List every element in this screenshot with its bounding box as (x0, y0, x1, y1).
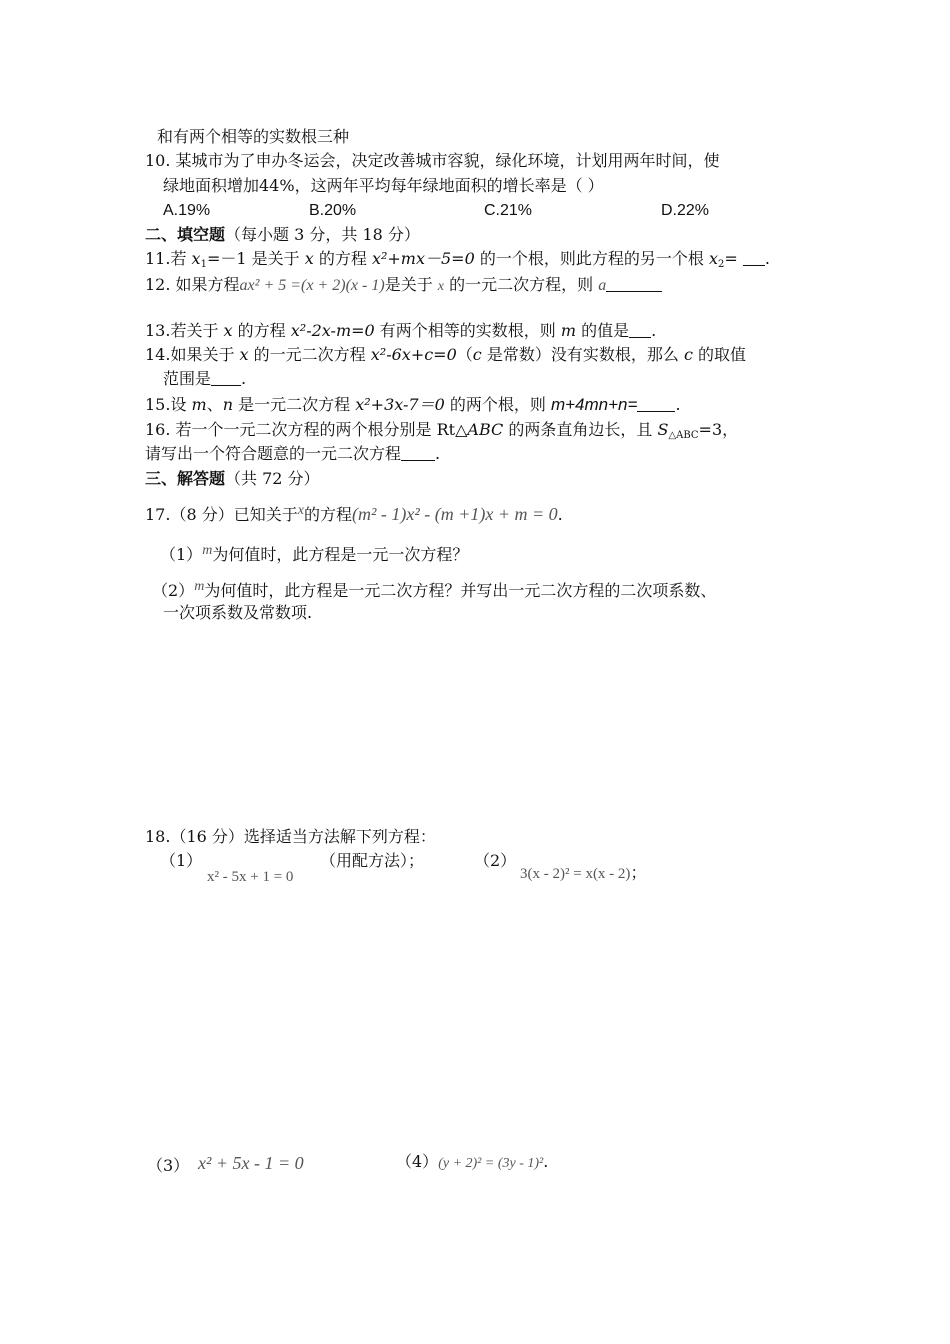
q18-s4-equation: (y + 2)² = (3y - 1)² (438, 1156, 544, 1171)
section3-note: （共 72 分） (225, 469, 320, 488)
q14-text: 范围是 (163, 369, 212, 388)
q18-number: 18. (145, 827, 171, 846)
q17-sub2 (152, 576, 716, 602)
q11: 11.若 $x_1=-1$ 是关于 x 的方程 x²+mx－5=0 的一个根，则此方程的另一个根 $x_2=$ . (145, 249, 770, 270)
q14-text: 的一元二次方程 (248, 345, 371, 364)
q11-sub: 1 (200, 259, 207, 270)
q18-s1-equation: x² - 5x + 1 = 0 (207, 869, 294, 885)
q11-text: 的方程 (313, 249, 372, 268)
q18-s2-equation: 3(x - 2)² = x(x - 2) (520, 866, 631, 882)
q16-var: S (657, 420, 669, 439)
q18-s4 (396, 1151, 548, 1175)
q17-sub1-label: （1） (160, 545, 203, 564)
q12-text: 的一元二次方程，则 (444, 275, 599, 294)
q16-text: 请写出一个符合题意的一元二次方程 (145, 444, 402, 463)
q14-text: 的取值 (692, 345, 746, 364)
q12-answer-blank[interactable] (606, 277, 662, 292)
q17-sub2-text: 为何值时，此方程是一元二次方程？并写出一元二次方程的二次项系数、 (204, 581, 717, 600)
q13-answer-blank[interactable] (629, 323, 651, 338)
q16 (145, 419, 738, 441)
q17-sub1-text: 为何值时，此方程是一元一次方程？ (212, 545, 469, 564)
q17-sub1 (160, 540, 468, 566)
q16-number: 16. (145, 420, 171, 439)
q18-s2 (520, 862, 646, 885)
q15-number: 15. (145, 395, 171, 414)
q15: 15.设 m、n 是一元二次方程 x²+3x-7＝0 的两个根，则 m+4mn+n= . (145, 395, 681, 414)
q15-text: 的两个根，则 (444, 395, 551, 414)
q12-number: 12. (145, 275, 171, 294)
q13-equation: x²-2x-m=0 (290, 321, 375, 340)
q16-sub: △ABC (668, 430, 699, 441)
q10-option-a: A.19% (163, 202, 211, 219)
q13-var: x (223, 321, 233, 340)
q14-text: 如果关于 (170, 345, 240, 364)
q17-var: m (202, 543, 213, 558)
q16-answer-blank[interactable] (401, 446, 435, 461)
q14-var: x (239, 345, 249, 364)
section2-heading (145, 224, 420, 246)
q11-var: x (304, 249, 314, 268)
q12-var: x (437, 279, 444, 294)
q16-text: 的两条直角边长，且 (503, 420, 658, 439)
q14-answer-blank[interactable] (211, 371, 241, 386)
q10-text: 某城市为了申办冬运会，决定改善城市容貌，绿化环境，计划用两年时间，使 (175, 151, 720, 170)
q11-var: x (708, 249, 718, 268)
q11-text: 的一个根，则此方程的另一个根 (474, 249, 709, 268)
q13-text: 若关于 (170, 321, 224, 340)
q15-text: 、 (206, 395, 223, 414)
q11-var: x (191, 249, 201, 268)
q13-text: 有两个相等的实数根，则 (374, 321, 561, 340)
q11-sub: 2 (717, 259, 725, 270)
q18-s4-end: . (543, 1152, 549, 1171)
q17-var: m (194, 579, 205, 594)
q17-equation: (m² - 1)x² - (m +1)x + m = 0 (351, 504, 558, 524)
q14-number: 14. (145, 345, 171, 364)
q13: 13.若关于 x 的方程 x²-2x-m=0 有两个相等的实数根，则 m 的值是 . (145, 321, 657, 340)
q15-var: m (191, 395, 207, 414)
q12 (145, 274, 662, 298)
q16-text: =3， (698, 420, 739, 439)
q10-option-c: C.21% (484, 202, 533, 219)
q15-text: 是一元二次方程 (233, 395, 356, 414)
q17-text: （8 分）已知关于 (170, 505, 298, 524)
q11-number: 11. (145, 249, 171, 268)
q16-line2: 请写出一个符合题意的一元二次方程 . (145, 444, 441, 463)
q10-line1 (145, 150, 720, 172)
q14-equation: x²-6x+c=0 (370, 345, 457, 364)
q10-line2: 绿地面积增加44%，这两年平均每年绿地面积的增长率是（ ） (163, 176, 604, 195)
q14-line2: 范围是 . (163, 369, 247, 388)
q12-text: 是关于 (384, 275, 438, 294)
q18-s2-end: ； (630, 863, 647, 882)
q12-equation: ax² + 5 =(x + 2)(x - 1) (239, 277, 385, 294)
q11-equation: x²+mx－5=0 (371, 249, 475, 268)
q15-var: n (222, 395, 234, 414)
q17-sub2-line2: 一次项系数及常数项. (163, 603, 313, 622)
q14 (145, 344, 746, 366)
section3-heading (145, 468, 320, 490)
q12-var: a (598, 277, 607, 294)
q9-tail: 和有两个相等的实数根三种 (157, 127, 350, 146)
q17-sub2-label: （2） (152, 581, 195, 600)
q14-var: c (472, 345, 482, 364)
q10-option-d: D.22% (661, 202, 710, 219)
q15-text: 设 (170, 395, 192, 414)
q17-text: 的方程 (303, 505, 352, 524)
q18 (145, 826, 436, 848)
q13-number: 13. (145, 321, 171, 340)
q15-answer-blank[interactable] (637, 397, 675, 412)
q16-text: 若一个一元二次方程的两个根分别是 Rt△ (170, 420, 468, 439)
q10-number: 10. (145, 151, 171, 170)
q18-s1-label: （1） (160, 851, 203, 870)
q12-text: 如果方程 (170, 275, 240, 294)
q13-text: 的值是 (576, 321, 630, 340)
section2-title: 二、填空题 (145, 225, 226, 244)
q17-text: . (557, 505, 563, 524)
section2-note: （每小题 3 分，共 18 分） (225, 225, 420, 244)
q18-text: （16 分）选择适当方法解下列方程： (170, 827, 436, 846)
q14-text: （ (456, 345, 473, 364)
section3-title: 三、解答题 (145, 469, 226, 488)
q15-equation: x²+3x-7＝0 (355, 395, 445, 414)
q15-expression: m+4mn+n= (550, 395, 638, 414)
q16-var: ABC (467, 420, 504, 439)
q18-s2-label: （2） (474, 851, 517, 870)
q13-var: m (560, 321, 577, 340)
q18-s3-label: （3） (147, 1156, 190, 1175)
q14-text: 是常数）没有实数根，那么 (481, 345, 684, 364)
q17-number: 17. (145, 505, 171, 524)
q11-text: = (724, 249, 743, 268)
q18-s1-note: （用配方法）； (320, 851, 425, 870)
q11-text: =－1 是关于 (206, 249, 305, 268)
q10-option-b: B.20% (309, 202, 357, 219)
q18-s4-label: （4） (396, 1152, 439, 1171)
q11-answer-blank[interactable] (743, 251, 765, 266)
q11-text: 若 (170, 249, 192, 268)
q14-var: c (683, 345, 693, 364)
q17-var: x (297, 503, 304, 518)
q17 (145, 500, 563, 526)
q18-s3-equation (198, 1152, 304, 1175)
q13-text: 的方程 (232, 321, 291, 340)
q18-s3-math: x² + 5x - 1 = 0 (198, 1153, 304, 1173)
